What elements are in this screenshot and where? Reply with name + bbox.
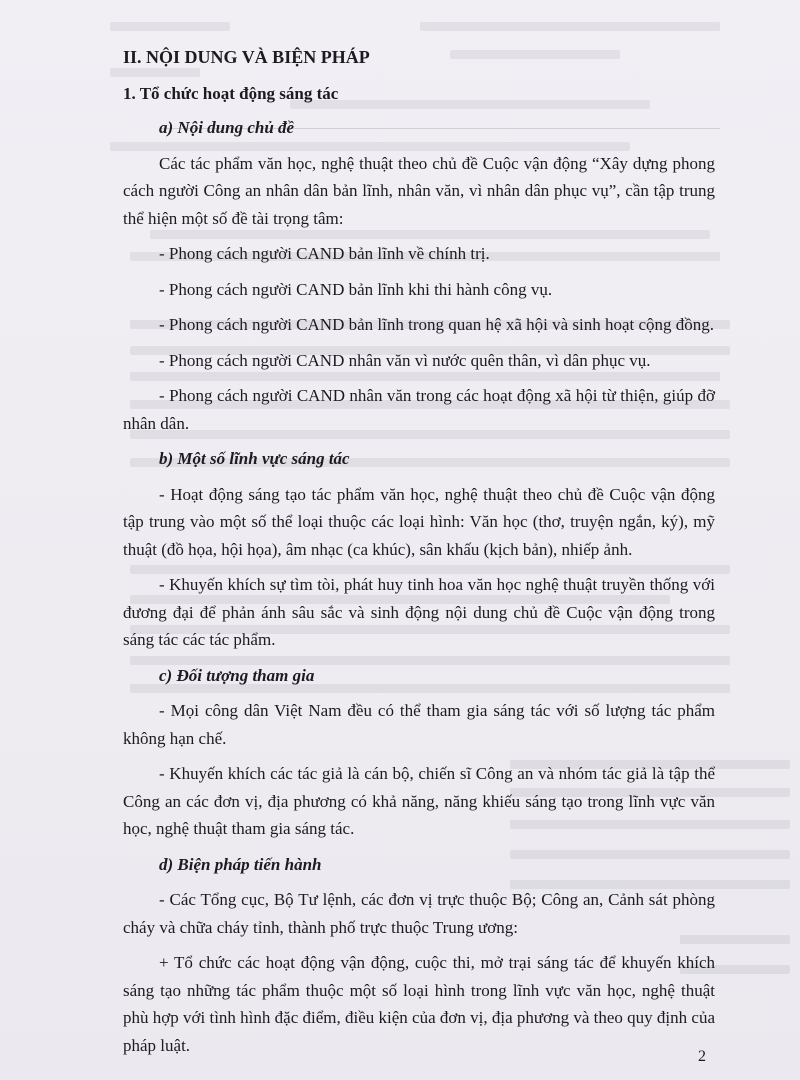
list-item: - Phong cách người CAND bản lĩnh khi thi hành công vụ.	[159, 279, 553, 299]
list-item: - Mọi công dân Việt Nam đều có thể tham gia sáng tác với số lượng tác phẩm không hạn chế.	[123, 701, 715, 748]
heading-d: d) Biện pháp tiến hành	[159, 854, 322, 874]
heading-b: b) Một số lĩnh vực sáng tác	[159, 449, 350, 468]
list-item: - Phong cách người CAND bản lĩnh về chính trị.	[159, 244, 490, 263]
section-title: II. NỘI DUNG VÀ BIỆN PHÁP	[123, 47, 370, 67]
list-item: - Khuyến khích sự tìm tòi, phát huy tinh hoa văn học nghệ thuật truyền thống với đương đại để phản ánh sâu sắc và sinh động nội dung chủ đề Cuộc vận động trong sáng tác các tác phẩm.	[123, 575, 715, 649]
heading-c: c) Đối tượng tham gia	[159, 665, 315, 685]
list-item: - Phong cách người CAND bản lĩnh trong quan hệ xã hội và sinh hoạt cộng đồng.	[159, 315, 715, 334]
list-item: + Tổ chức các hoạt động vận động, cuộc thi, mở trại sáng tác để khuyến khích sáng tạo những tác phẩm thuộc một số loại hình trong lĩnh vực văn học, nghệ thuật phù hợp với tình hình đặc điểm, điều kiện của đơn vị, địa phương và theo quy định của pháp luật.	[123, 953, 715, 1055]
list-item: - Hoạt động sáng tạo tác phẩm văn học, nghệ thuật theo chủ đề Cuộc vận động tập trung vào một số thể loại thuộc các loại hình: Văn học (thơ, truyện ngắn, ký), mỹ thuật (đồ họa, hội họa), âm nhạc (ca khúc), sân khấu (kịch bản), nhiếp ảnh.	[123, 484, 715, 559]
list-item: - Phong cách người CAND nhân văn trong các hoạt động xã hội từ thiện, giúp đỡ nhân dân.	[123, 386, 715, 433]
page-number: 2	[698, 1048, 706, 1065]
subsection-title: 1. Tổ chức hoạt động sáng tác	[123, 83, 339, 103]
heading-a: a) Nội dung chủ đề	[159, 118, 295, 137]
list-item: - Khuyến khích các tác giả là cán bộ, chiến sĩ Công an và nhóm tác giả là tập thể Công an các đơn vị, địa phương có khả năng, năng khiếu sáng tạo trong lĩnh vực văn học, nghệ thuật tham gia sáng tác.	[123, 764, 715, 838]
intro-paragraph: Các tác phẩm văn học, nghệ thuật theo chủ đề Cuộc vận động “Xây dựng phong cách người Công an nhân dân bản lĩnh, nhân văn, vì nhân dân phục vụ”, cần tập trung thể hiện một số đề tài trọng tâm:	[123, 153, 715, 228]
list-item: - Các Tổng cục, Bộ Tư lệnh, các đơn vị trực thuộc Bộ; Công an, Cảnh sát phòng cháy và chữa cháy tỉnh, thành phố trực thuộc Trung ương:	[123, 890, 715, 937]
document-body	[123, 38, 715, 1067]
list-item: - Phong cách người CAND nhân văn vì nước quên thân, vì dân phục vụ.	[159, 350, 651, 370]
